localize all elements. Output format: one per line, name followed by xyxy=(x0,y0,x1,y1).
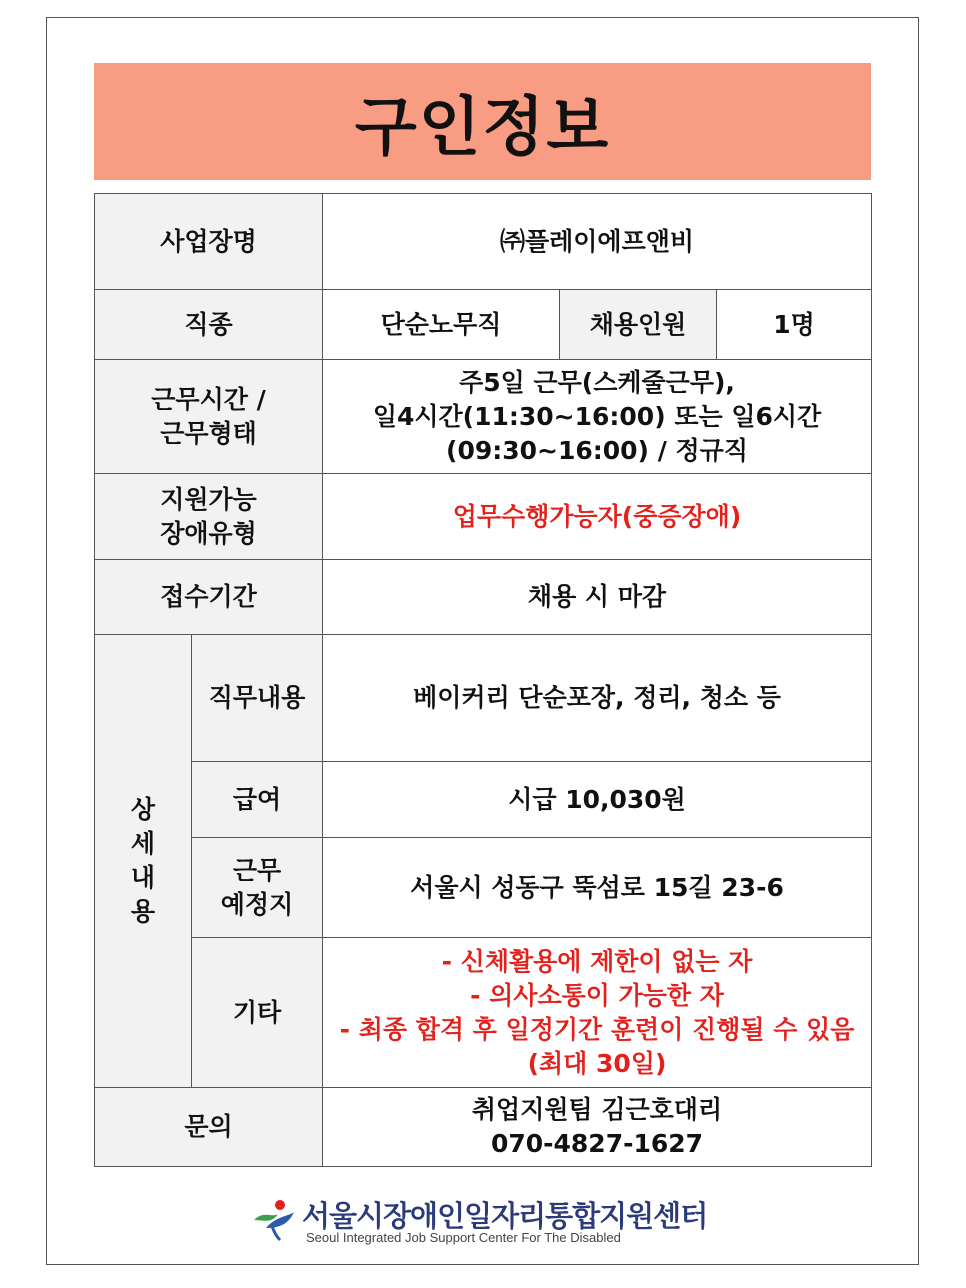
pay-value: 시급 10,030원 xyxy=(323,762,872,838)
seoul-logo-icon xyxy=(250,1198,298,1242)
row-duties xyxy=(95,635,872,762)
contact-label: 문의 xyxy=(95,1088,323,1167)
row-location xyxy=(95,838,872,938)
row-business xyxy=(95,194,872,290)
etc-line1: - 신체활용에 제한이 없는 자 xyxy=(441,946,753,976)
row-disability xyxy=(95,474,872,560)
row-period xyxy=(95,560,872,635)
location-value: 서울시 성동구 뚝섬로 15길 23-6 xyxy=(323,838,872,938)
etc-line3: - 최종 합격 후 일정기간 훈련이 진행될 수 있음 xyxy=(339,1014,855,1044)
hours-value-line1: 주5일 근무(스케줄근무), xyxy=(459,367,735,397)
job-info-table xyxy=(94,193,872,1167)
org-name-korean: 서울시장애인일자리통합지원센터 xyxy=(302,1199,708,1233)
details-group-label xyxy=(95,635,192,1088)
etc-value xyxy=(323,938,872,1088)
business-label: 사업장명 xyxy=(95,194,323,290)
disability-value: 업무수행가능자(중증장애) xyxy=(323,474,872,560)
job-type-value: 단순노무직 xyxy=(323,290,560,360)
disability-label-line2: 장애유형 xyxy=(160,518,257,548)
etc-line2: - 의사소통이 가능한 자 xyxy=(470,980,724,1010)
duties-value: 베이커리 단순포장, 정리, 청소 등 xyxy=(323,635,872,762)
contact-name: 취업지원팀 김근호대리 xyxy=(471,1095,723,1124)
hours-value xyxy=(323,360,872,474)
etc-line4: (최대 30일) xyxy=(527,1048,667,1078)
hours-label-line2: 근무형태 xyxy=(160,418,257,448)
etc-label: 기타 xyxy=(192,938,323,1088)
row-hours xyxy=(95,360,872,474)
row-etc xyxy=(95,938,872,1088)
contact-phone: 070-4827-1627 xyxy=(490,1129,704,1158)
period-value: 채용 시 마감 xyxy=(323,560,872,635)
page-title: 구인정보 xyxy=(354,90,611,165)
disability-label-line1: 지원가능 xyxy=(160,484,257,514)
location-label-line2: 예정지 xyxy=(220,889,294,919)
disability-label xyxy=(95,474,323,560)
footer-org xyxy=(250,1194,720,1250)
hire-count-value: 1명 xyxy=(717,290,872,360)
contact-value xyxy=(323,1088,872,1167)
business-value: ㈜플레이에프앤비 xyxy=(323,194,872,290)
hours-value-line2: 일4시간(11:30~16:00) 또는 일6시간 xyxy=(372,401,822,431)
location-label xyxy=(192,838,323,938)
period-label: 접수기간 xyxy=(95,560,323,635)
hours-label xyxy=(95,360,323,474)
org-name-english: Seoul Integrated Job Support Center For The Disabled xyxy=(306,1230,621,1245)
row-job-type xyxy=(95,290,872,360)
pay-label: 급여 xyxy=(192,762,323,838)
title-banner xyxy=(94,63,871,180)
duties-label: 직무내용 xyxy=(192,635,323,762)
location-label-line1: 근무 xyxy=(232,855,282,885)
hire-count-label: 채용인원 xyxy=(560,290,717,360)
details-group-text: 상세내용 xyxy=(130,795,156,926)
row-contact xyxy=(95,1088,872,1167)
job-type-label: 직종 xyxy=(95,290,323,360)
row-pay xyxy=(95,762,872,838)
hours-value-line3: (09:30~16:00) / 정규직 xyxy=(446,435,748,465)
hours-label-line1: 근무시간 / xyxy=(151,384,266,414)
